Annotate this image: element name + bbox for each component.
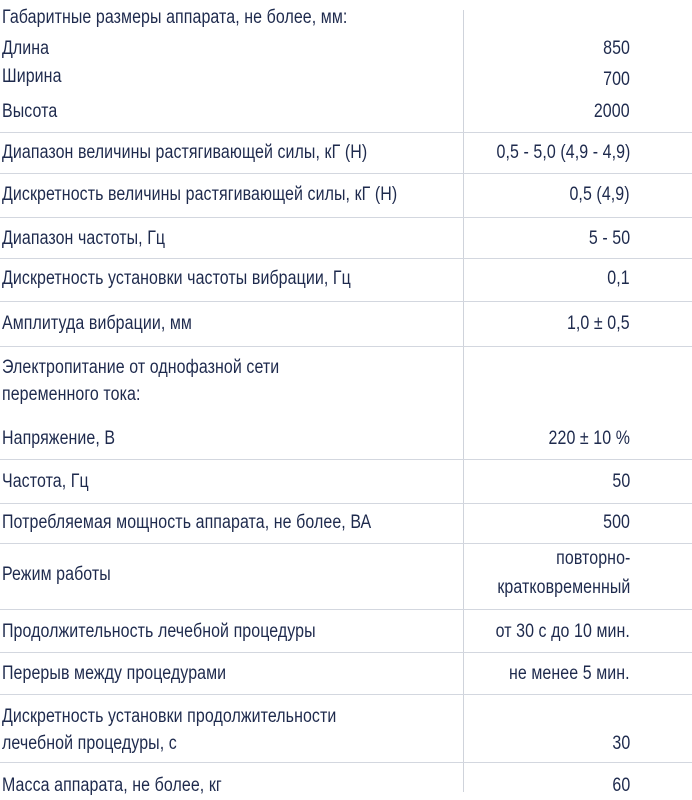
discreteness-label-line2: лечебной процедуры, с [2, 733, 177, 754]
procedure-row-duration [0, 610, 692, 653]
mass-value: 60 [612, 775, 630, 796]
frequency-value: 50 [612, 471, 630, 492]
spec-value: 0,5 (4,9) [569, 184, 630, 205]
spec-row-force-step [0, 174, 692, 218]
break-value: не менее 5 мин. [509, 663, 630, 684]
spec-row-frequency-range [0, 218, 692, 259]
spec-row-amplitude [0, 302, 692, 347]
length-value: 850 [603, 38, 630, 59]
mode-value-line1: повторно- [555, 548, 630, 569]
frequency-label: Частота, Гц [2, 471, 89, 492]
spec-label: Амплитуда вибрации, мм [2, 313, 192, 334]
discreteness-label-line1: Дискретность установки продолжительности [2, 706, 337, 727]
spec-label: Дискретность установки частоты вибрации, Гц [2, 268, 351, 289]
duration-value: от 30 с до 10 мин. [495, 621, 630, 642]
spec-row-force-range [0, 133, 692, 174]
mode-row [0, 544, 692, 610]
spec-label: Дискретность величины растягивающей силы, кГ (Н) [2, 184, 398, 205]
discreteness-value: 30 [612, 733, 630, 754]
voltage-label: Напряжение, В [2, 428, 116, 449]
voltage-value: 220 ± 10 % [548, 428, 630, 449]
spec-value: 1,0 ± 0,5 [567, 313, 630, 334]
width-value: 700 [603, 69, 630, 90]
discreteness-row [0, 695, 692, 763]
mode-value-line2: кратковременный [496, 577, 630, 598]
mass-label: Масса аппарата, не более, кг [2, 775, 222, 796]
duration-label: Продолжительность лечебной процедуры [2, 621, 316, 642]
mass-row [0, 763, 692, 800]
spec-label: Диапазон частоты, Гц [2, 228, 166, 249]
length-label: Длина [2, 38, 50, 59]
height-label: Высота [2, 101, 58, 122]
dimensions-heading: Габаритные размеры аппарата, не более, мм: [2, 7, 348, 28]
spec-row-frequency-step [0, 259, 692, 302]
procedure-row-break [0, 653, 692, 695]
spec-value: 0,5 - 5,0 (4,9 - 4,9) [496, 142, 630, 163]
power-row-consumption [0, 504, 692, 544]
dimensions-row [0, 0, 692, 133]
consumption-label: Потребляемая мощность аппарата, не более, ВА [2, 512, 372, 533]
power-heading-row [0, 347, 692, 412]
height-value: 2000 [594, 101, 630, 122]
power-heading-line1: Электропитание от однофазной сети [2, 357, 280, 378]
break-label: Перерыв между процедурами [2, 663, 227, 684]
power-row-voltage [0, 412, 692, 460]
power-heading-line2: переменного тока: [2, 384, 141, 405]
spec-value: 0,1 [607, 268, 630, 289]
mode-label: Режим работы [2, 564, 111, 585]
power-row-frequency [0, 460, 692, 504]
width-label: Ширина [2, 66, 62, 87]
consumption-value: 500 [603, 512, 630, 533]
spec-value: 5 - 50 [588, 228, 630, 249]
spec-label: Диапазон величины растягивающей силы, кГ (Н) [2, 142, 368, 163]
